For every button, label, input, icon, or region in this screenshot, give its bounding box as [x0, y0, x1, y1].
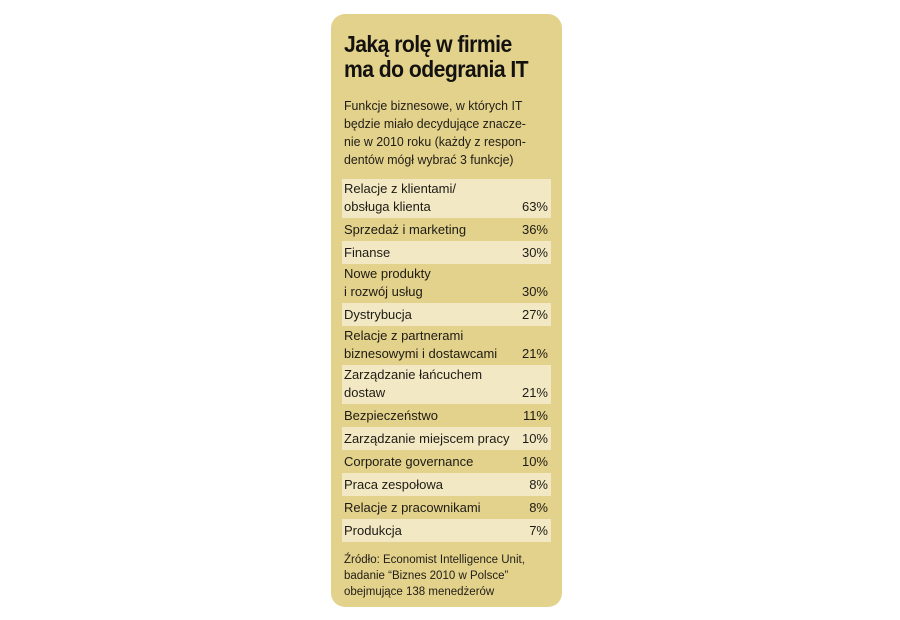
- row-value: 36%: [521, 222, 548, 237]
- row-label: Sprzedaż i marketing: [344, 222, 467, 237]
- row-label: Produkcja: [344, 523, 402, 538]
- row-value: 11%: [522, 408, 548, 423]
- table-row: [342, 365, 551, 404]
- row-label: Relacje z klientami/ obsługa klienta: [344, 181, 456, 214]
- row-label: Corporate governance: [344, 454, 474, 469]
- row-label: Finanse: [344, 245, 391, 260]
- chart-title: [344, 32, 534, 82]
- row-label: Relacje z pracownikami: [344, 500, 481, 515]
- row-value: 10%: [521, 454, 548, 469]
- subtitle-line: będzie miało decydujące znacze-: [344, 116, 526, 131]
- table-row: [342, 404, 551, 427]
- row-value: 30%: [521, 245, 548, 260]
- source-line: badanie “Biznes 2010 w Polsce”: [344, 570, 509, 582]
- row-label: Dystrybucja: [344, 307, 412, 322]
- row-value: 8%: [529, 500, 548, 515]
- table-row: [342, 473, 551, 496]
- row-label: Relacje z partnerami biznesowymi i dostawcami: [344, 328, 498, 361]
- row-value: 30%: [521, 284, 548, 299]
- table-row: [342, 218, 551, 241]
- table-row: [342, 264, 551, 303]
- table-row: [342, 326, 551, 365]
- chart-subtitle: [344, 97, 541, 169]
- table-row: [342, 303, 551, 326]
- source-note: [344, 552, 551, 600]
- source-line: obejmujące 138 menedżerów: [344, 586, 495, 598]
- row-value: 27%: [521, 307, 548, 322]
- row-value: 63%: [521, 199, 548, 214]
- table-row: [342, 519, 551, 542]
- table-row: [342, 241, 551, 264]
- subtitle-line: Funkcje biznesowe, w których IT: [344, 98, 523, 113]
- table-row: [342, 450, 551, 473]
- row-value: 21%: [521, 385, 548, 400]
- subtitle-line: dentów mógł wybrać 3 funkcje): [344, 152, 514, 167]
- infographic-card: [331, 14, 562, 607]
- row-label: Praca zespołowa: [344, 477, 443, 492]
- row-label: Zarządzanie łańcuchem dostaw: [344, 367, 483, 400]
- row-value: 21%: [521, 346, 548, 361]
- row-value: 8%: [529, 477, 548, 492]
- row-value: 7%: [529, 523, 548, 538]
- row-label: Bezpieczeństwo: [344, 408, 438, 423]
- table-row: [342, 179, 551, 218]
- row-value: 10%: [521, 431, 548, 446]
- title-line: Jaką rolę w firmie: [344, 31, 512, 57]
- table-row: [342, 427, 551, 450]
- row-label: Zarządzanie miejscem pracy: [344, 431, 510, 446]
- row-label: Nowe produkty i rozwój usług: [344, 266, 431, 299]
- table-row: [342, 496, 551, 519]
- subtitle-line: nie w 2010 roku (każdy z respon-: [344, 134, 526, 149]
- source-line: Źródło: Economist Intelligence Unit,: [344, 554, 525, 566]
- title-line: ma do odegrania IT: [344, 56, 529, 82]
- data-table: [342, 179, 551, 542]
